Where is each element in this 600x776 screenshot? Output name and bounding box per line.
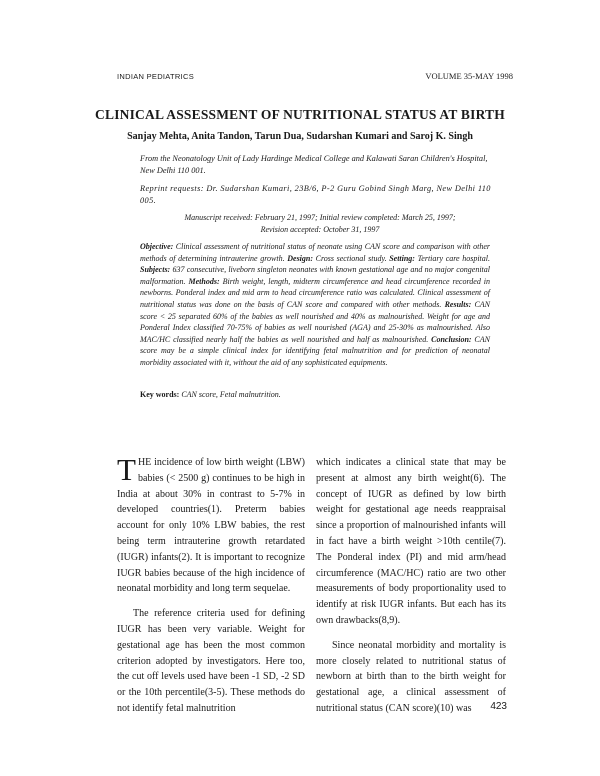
- body-column-right: [316, 455, 506, 717]
- methods-label: Methods:: [188, 276, 220, 286]
- dates-line-2: Revision accepted: October 31, 1997: [260, 225, 380, 234]
- article-title: CLINICAL ASSESSMENT OF NUTRITIONAL STATUS AT BIRTH: [95, 107, 505, 122]
- drop-cap: T: [117, 452, 136, 487]
- dates-line-1: Manuscript received: February 21, 1997; Initial review completed: March 25, 1997;: [184, 213, 456, 222]
- keywords-text: CAN score, Fetal malnutrition.: [179, 390, 281, 399]
- reprint-requests: Reprint requests: Dr. Sudarshan Kumari, 23B/6, P-2 Guru Gobind Singh Marg, New Delhi 110 005.: [140, 184, 491, 205]
- abstract: [140, 241, 490, 369]
- journal-name: INDIAN PEDIATRICS: [117, 72, 195, 81]
- methods-text: Birth weight, length, midterm circumference and head circumference recorded in newborns. Ponderal index and mid arm to head circumference ratio was calculated. Clinical assessment of nutritional status was done on the basis of CAN score and compared with other methods.: [140, 276, 490, 309]
- affiliation: From the Neonatology Unit of Lady Hardinge Medical College and Kalawati Saran Children's Hospital, New Delhi 110 001.: [140, 154, 488, 175]
- setting-label: Setting:: [389, 253, 415, 263]
- conclusion-label: Conclusion:: [431, 334, 472, 344]
- results-label: Results:: [444, 299, 472, 309]
- objective-text: Clinical assessment of nutritional status of neonate using CAN score and comparison with other methods of determining intrauterine growth.: [140, 242, 490, 263]
- results-text: CAN score < 25 separated 60% of the babies as well nourished and 40% as malnourished. Weight for age and Ponderal Index classified 70-75% of babies as well nourished (AGA) and 25-30% as malnourished. Also MAC/HC classified nearly half the babies as well nourished and half as malnourished.: [140, 299, 490, 344]
- design-text: Cross sectional study.: [313, 253, 390, 263]
- author-list: Sanjay Mehta, Anita Tandon, Tarun Dua, Sudarshan Kumari and Saroj K. Singh: [127, 131, 473, 142]
- paragraph-text: HE incidence of low birth weight (LBW) babies (< 2500 g) continues to be high in India at about 30% in contrast to 5-7% in developed countries(1). Preterm babies account for only 10% LBW babies, the rest being term intrauterine growth retardated (IUGR) infants(2). It is important to recognize IUGR babies because of the high incidence of neonatal morbidity and long term sequelae.: [117, 457, 305, 595]
- paragraph: The reference criteria used for defining IUGR has been very variable. Weight for gestational age has been the most common criterion adopted by investigators. Here too, the cut off levels used have been -1 SD, -2 SD or the 10th percentile(3-5). These methods do not identify fetal malnutrition: [117, 608, 305, 714]
- keywords: [140, 390, 490, 399]
- conclusion-text: CAN score may be a simple clinical index for identifying fetal malnutrition and for prediction of neonatal morbidity associated with it, without the aid of any sophisticated equipments.: [140, 334, 490, 367]
- paragraph: which indicates a clinical state that may be present at almost any birth weight(6). The concept of IUGR as defined by low birth weight for gestational age needs reappraisal since a proportion of malnourished infants will in fact have a birth weight >10th centile(7). The Ponderal index (PI) and mid arm/head circumference (MAC/HC) ratio are two other measurements of body proportionality used to identify at risk IUGR infants. But each has its own drawbacks(8,9).: [316, 457, 506, 626]
- paragraph: [117, 452, 305, 597]
- keywords-label: Key words:: [140, 390, 180, 399]
- body-column-left: [117, 452, 305, 717]
- paragraph: Since neonatal morbidity and mortality is more closely related to nutritional status of newborn at birth than to the birth weight for gestational age, a clinical assessment of nutritional status (CAN score)(10) was: [316, 639, 506, 714]
- manuscript-dates: [140, 212, 500, 236]
- volume-info: VOLUME 35-MAY 1998: [425, 71, 513, 81]
- setting-text: Tertiary care hospital.: [414, 253, 491, 263]
- subjects-text: 637 consecutive, liveborn singleton neonates with known gestational age and no major congenital malformation.: [140, 265, 490, 286]
- subjects-label: Subjects:: [140, 265, 171, 275]
- design-label: Design:: [287, 253, 314, 263]
- page-number: 423: [490, 701, 507, 712]
- objective-label: Objective:: [140, 242, 174, 251]
